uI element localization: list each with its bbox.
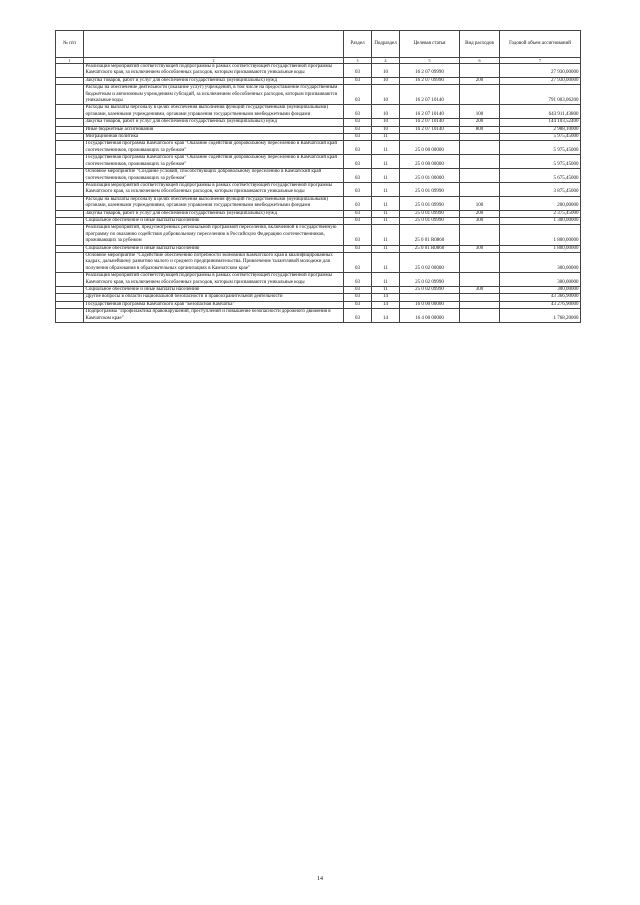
row-amount-cell: 300,00000 <box>500 252 581 272</box>
row-target-cell: 16 0 00 00000 <box>400 301 460 308</box>
row-section-cell: 03 <box>344 105 372 119</box>
row-expense-cell <box>460 85 500 105</box>
row-name-cell: Основное мероприятие "Создание условий, способствующих добровольному переселению в Камчатский край соотечественников, проживающих за рубежом" <box>84 169 344 183</box>
row-section-cell: 03 <box>344 210 372 217</box>
row-num-cell <box>56 210 84 217</box>
row-expense-cell <box>460 225 500 245</box>
table-row <box>56 301 581 308</box>
row-amount-cell: 5 975,45000 <box>500 134 581 141</box>
row-name-cell: Иные бюджетные ассигнования <box>84 126 344 133</box>
row-amount-cell: 3 875,45000 <box>500 182 581 196</box>
row-section-cell: 03 <box>344 309 372 323</box>
table-row <box>56 273 581 287</box>
row-name-cell: Государственная программа Камчатского края "Оказание содействия добровольному переселению в Камчатский край соотечественников, проживающих за рубежом" <box>84 141 344 155</box>
column-number: 3 <box>344 58 372 64</box>
row-section-cell: 03 <box>344 182 372 196</box>
row-expense-cell <box>460 309 500 323</box>
row-section-cell: 03 <box>344 273 372 287</box>
row-name-cell: Расходы на выплаты персоналу в целях обеспечения выполнения функций государственными (муниципальными) органами, казенными учреждениями, органами управления государственными внебюджетными фондами <box>84 196 344 210</box>
row-amount-cell: 300,00000 <box>500 287 581 294</box>
row-subsection-cell: 11 <box>372 245 400 252</box>
row-target-cell: 16 2 07 10140 <box>400 105 460 119</box>
row-expense-cell <box>460 182 500 196</box>
row-expense-cell <box>460 252 500 272</box>
row-num-cell <box>56 119 84 126</box>
header-name <box>84 31 344 58</box>
row-name-cell: Подпрограмма "Профилактика правонарушений, преступлений и повышение безопасности дорожного движения в Камчатском крае" <box>84 309 344 323</box>
table-row <box>56 287 581 294</box>
row-amount-cell: 43 276,90000 <box>500 301 581 308</box>
header-expense: Вид расходов <box>460 31 500 58</box>
row-amount-cell: 2 988,10000 <box>500 126 581 133</box>
row-amount-cell: 300,00000 <box>500 273 581 287</box>
row-expense-cell: 100 <box>460 105 500 119</box>
budget-table-sheet <box>55 30 580 323</box>
row-expense-cell: 100 <box>460 196 500 210</box>
row-target-cell: 25 0 01 R0860 <box>400 245 460 252</box>
row-subsection-cell: 10 <box>372 105 400 119</box>
row-subsection-cell: 11 <box>372 287 400 294</box>
row-num-cell <box>56 196 84 210</box>
header-target: Целевая статья <box>400 31 460 58</box>
row-section-cell: 03 <box>344 287 372 294</box>
row-target-cell: 25 0 01 R0860 <box>400 225 460 245</box>
table-row <box>56 77 581 84</box>
header-amount: Годовой объем ассигнований <box>500 31 581 58</box>
column-number: 7 <box>500 58 581 64</box>
column-number: 4 <box>372 58 400 64</box>
table-row <box>56 155 581 169</box>
row-expense-cell: 800 <box>460 126 500 133</box>
row-target-cell: 25 0 00 00000 <box>400 141 460 155</box>
row-target-cell: 16 2 07 10140 <box>400 119 460 126</box>
row-subsection-cell: 11 <box>372 141 400 155</box>
header-section: Раздел <box>344 31 372 58</box>
table-row <box>56 252 581 272</box>
row-section-cell: 03 <box>344 134 372 141</box>
row-expense-cell <box>460 294 500 301</box>
row-section-cell: 03 <box>344 301 372 308</box>
row-subsection-cell: 11 <box>372 134 400 141</box>
row-num-cell <box>56 141 84 155</box>
table-row <box>56 245 581 252</box>
row-expense-cell <box>460 141 500 155</box>
row-subsection-cell: 11 <box>372 169 400 183</box>
row-target-cell: 25 0 01 00000 <box>400 169 460 183</box>
row-subsection-cell: 10 <box>372 126 400 133</box>
row-target-cell: 16 4 00 00000 <box>400 309 460 323</box>
row-amount-cell: 2 375,45000 <box>500 210 581 217</box>
row-name-cell: Реализация мероприятий соответствующей подпрограммы в рамках соответствующей государственной программы Камчатского края, за исключением обособленных расходов, которым присваиваются уникальные коды <box>84 64 344 78</box>
row-subsection-cell: 11 <box>372 196 400 210</box>
row-subsection-cell: 11 <box>372 225 400 245</box>
row-expense-cell <box>460 301 500 308</box>
row-amount-cell: 5 675,45000 <box>500 169 581 183</box>
row-name-cell: Миграционная политика <box>84 134 344 141</box>
row-target-cell: 25 0 02 09990 <box>400 273 460 287</box>
row-name-cell: Закупка товаров, работ и услуг для обеспечения государственных (муниципальных) нужд <box>84 77 344 84</box>
row-num-cell <box>56 225 84 245</box>
row-subsection-cell: 11 <box>372 252 400 272</box>
table-row <box>56 141 581 155</box>
table-row <box>56 85 581 105</box>
row-num-cell <box>56 287 84 294</box>
column-number: 6 <box>460 58 500 64</box>
row-expense-cell: 300 <box>460 217 500 224</box>
table-row <box>56 309 581 323</box>
row-name-cell: Социальное обеспечение и иные выплаты населению <box>84 217 344 224</box>
row-subsection-cell: 10 <box>372 119 400 126</box>
row-num-cell <box>56 155 84 169</box>
table-row <box>56 225 581 245</box>
row-name-cell: Основное мероприятие "Содействие обеспечению потребности экономики Камчатского края в квалифицированных кадрах, дальнейшему развитию малого и среднего предпринимательства. Привлечение талантливой молодежи для получения образования в образовательных организациях в Камчатском крае" <box>84 252 344 272</box>
row-amount-cell: 144 103,52400 <box>500 119 581 126</box>
row-target-cell: 25 0 02 00000 <box>400 252 460 272</box>
row-target-cell: 25 0 00 00000 <box>400 155 460 169</box>
row-expense-cell: 200 <box>460 210 500 217</box>
row-name-cell: Закупка товаров, работ и услуг для обеспечения государственных (муниципальных) нужд <box>84 210 344 217</box>
row-num-cell <box>56 126 84 133</box>
table-row <box>56 64 581 78</box>
row-section-cell: 03 <box>344 64 372 78</box>
column-number: 2 <box>84 58 344 64</box>
row-num-cell <box>56 294 84 301</box>
row-target-cell: 16 2 07 10140 <box>400 85 460 105</box>
row-amount-cell: 5 975,45000 <box>500 141 581 155</box>
row-expense-cell <box>460 273 500 287</box>
row-subsection-cell: 11 <box>372 155 400 169</box>
row-target-cell: 25 0 01 09990 <box>400 210 460 217</box>
row-section-cell: 03 <box>344 85 372 105</box>
row-expense-cell: 200 <box>460 77 500 84</box>
row-name-cell: Расходы на выплаты персоналу в целях обеспечения выполнения функций государственными (муниципальными) органами, казенными учреждениями, органами управления государственными внебюджетными фондами <box>84 105 344 119</box>
table-row <box>56 134 581 141</box>
row-target-cell: 16 2 07 10140 <box>400 126 460 133</box>
row-amount-cell: 1 768,20000 <box>500 309 581 323</box>
header-row <box>56 31 581 58</box>
row-num-cell <box>56 64 84 78</box>
row-section-cell: 03 <box>344 169 372 183</box>
row-target-cell: 16 2 07 09990 <box>400 77 460 84</box>
page-number: 14 <box>317 876 323 882</box>
table-row <box>56 169 581 183</box>
row-num-cell <box>56 85 84 105</box>
row-expense-cell <box>460 155 500 169</box>
row-section-cell: 03 <box>344 294 372 301</box>
row-amount-cell: 43 366,90000 <box>500 294 581 301</box>
row-num-cell <box>56 217 84 224</box>
row-amount-cell: 1 300,00000 <box>500 217 581 224</box>
column-number: 1 <box>56 58 84 64</box>
row-num-cell <box>56 134 84 141</box>
row-target-cell: 25 0 01 09990 <box>400 182 460 196</box>
row-num-cell <box>56 77 84 84</box>
row-num-cell <box>56 309 84 323</box>
row-subsection-cell: 11 <box>372 210 400 217</box>
column-number: 5 <box>400 58 460 64</box>
row-section-cell: 03 <box>344 245 372 252</box>
row-expense-cell <box>460 169 500 183</box>
row-expense-cell: 200 <box>460 119 500 126</box>
row-expense-cell: 300 <box>460 287 500 294</box>
row-name-cell: Закупка товаров, работ и услуг для обеспечения государственных (муниципальных) нужд <box>84 119 344 126</box>
table-row <box>56 182 581 196</box>
row-section-cell: 03 <box>344 155 372 169</box>
row-section-cell: 03 <box>344 77 372 84</box>
row-amount-cell: 643 911,43800 <box>500 105 581 119</box>
row-subsection-cell: 14 <box>372 309 400 323</box>
header-num: № п/п <box>56 31 84 58</box>
row-section-cell: 03 <box>344 126 372 133</box>
row-subsection-cell: 11 <box>372 182 400 196</box>
row-num-cell <box>56 105 84 119</box>
row-target-cell: 25 0 02 09990 <box>400 287 460 294</box>
row-amount-cell: 1 800,00000 <box>500 245 581 252</box>
row-target-cell: 16 2 07 09990 <box>400 64 460 78</box>
row-name-cell: Расходы на обеспечение деятельности (оказание услуг) учреждений, в том числе на предоставление государственным бюджетным и автономным учреждениям субсидий, за исключением обособленных расходов, которым присваиваются уникальные коды <box>84 85 344 105</box>
table-row <box>56 294 581 301</box>
row-section-cell: 03 <box>344 225 372 245</box>
row-amount-cell: 791 003,06200 <box>500 85 581 105</box>
table-row <box>56 217 581 224</box>
header-subsection: Подраздел <box>372 31 400 58</box>
row-subsection-cell: 10 <box>372 85 400 105</box>
row-section-cell: 03 <box>344 119 372 126</box>
row-section-cell: 03 <box>344 252 372 272</box>
row-subsection-cell: 14 <box>372 294 400 301</box>
row-amount-cell: 27 930,00000 <box>500 77 581 84</box>
row-name-cell: Государственная программа Камчатского края "Оказание содействия добровольному переселению в Камчатский край соотечественников, проживающих за рубежом" <box>84 155 344 169</box>
row-name-cell: Реализация мероприятий, предусмотренных региональной программой переселения, включенной в Государственную программу по оказанию содействия добровольному переселению в Российскую Федерацию соотечественников, проживающих за рубежом <box>84 225 344 245</box>
row-num-cell <box>56 301 84 308</box>
row-name-cell: Другие вопросы в области национальной безопасности и правоохранительной деятельности <box>84 294 344 301</box>
table-row <box>56 119 581 126</box>
row-section-cell: 03 <box>344 141 372 155</box>
row-section-cell: 03 <box>344 217 372 224</box>
row-num-cell <box>56 273 84 287</box>
row-subsection-cell: 10 <box>372 64 400 78</box>
row-expense-cell: 300 <box>460 245 500 252</box>
row-name-cell: Государственная программа Камчатского края "Безопасная Камчатка" <box>84 301 344 308</box>
row-expense-cell <box>460 64 500 78</box>
row-expense-cell <box>460 134 500 141</box>
budget-table <box>55 30 581 323</box>
row-num-cell <box>56 182 84 196</box>
row-num-cell <box>56 245 84 252</box>
row-subsection-cell: 11 <box>372 217 400 224</box>
table-row <box>56 196 581 210</box>
row-target-cell: 25 0 01 09990 <box>400 217 460 224</box>
row-section-cell: 03 <box>344 196 372 210</box>
row-target-cell: 25 0 01 09990 <box>400 196 460 210</box>
table-body <box>56 64 581 323</box>
table-row <box>56 126 581 133</box>
row-subsection-cell: 14 <box>372 301 400 308</box>
row-amount-cell: 200,00000 <box>500 196 581 210</box>
row-name-cell: Реализация мероприятий соответствующей подпрограммы в рамках соответствующей государственной программы Камчатского края, за исключением обособленных расходов, которым присваиваются уникальные коды <box>84 182 344 196</box>
row-amount-cell: 5 975,45000 <box>500 155 581 169</box>
row-name-cell: Реализация мероприятий соответствующей подпрограммы в рамках соответствующей государственной программы Камчатского края, за исключением обособленных расходов, которым присваиваются уникальные коды <box>84 273 344 287</box>
row-name-cell: Социальное обеспечение и иные выплаты населению <box>84 245 344 252</box>
row-name-cell: Социальное обеспечение и иные выплаты населению <box>84 287 344 294</box>
row-target-cell <box>400 134 460 141</box>
table-row <box>56 105 581 119</box>
row-amount-cell: 27 930,00000 <box>500 64 581 78</box>
row-subsection-cell: 11 <box>372 273 400 287</box>
row-subsection-cell: 10 <box>372 77 400 84</box>
table-row <box>56 210 581 217</box>
row-amount-cell: 1 800,00000 <box>500 225 581 245</box>
row-num-cell <box>56 169 84 183</box>
row-target-cell <box>400 294 460 301</box>
row-num-cell <box>56 252 84 272</box>
